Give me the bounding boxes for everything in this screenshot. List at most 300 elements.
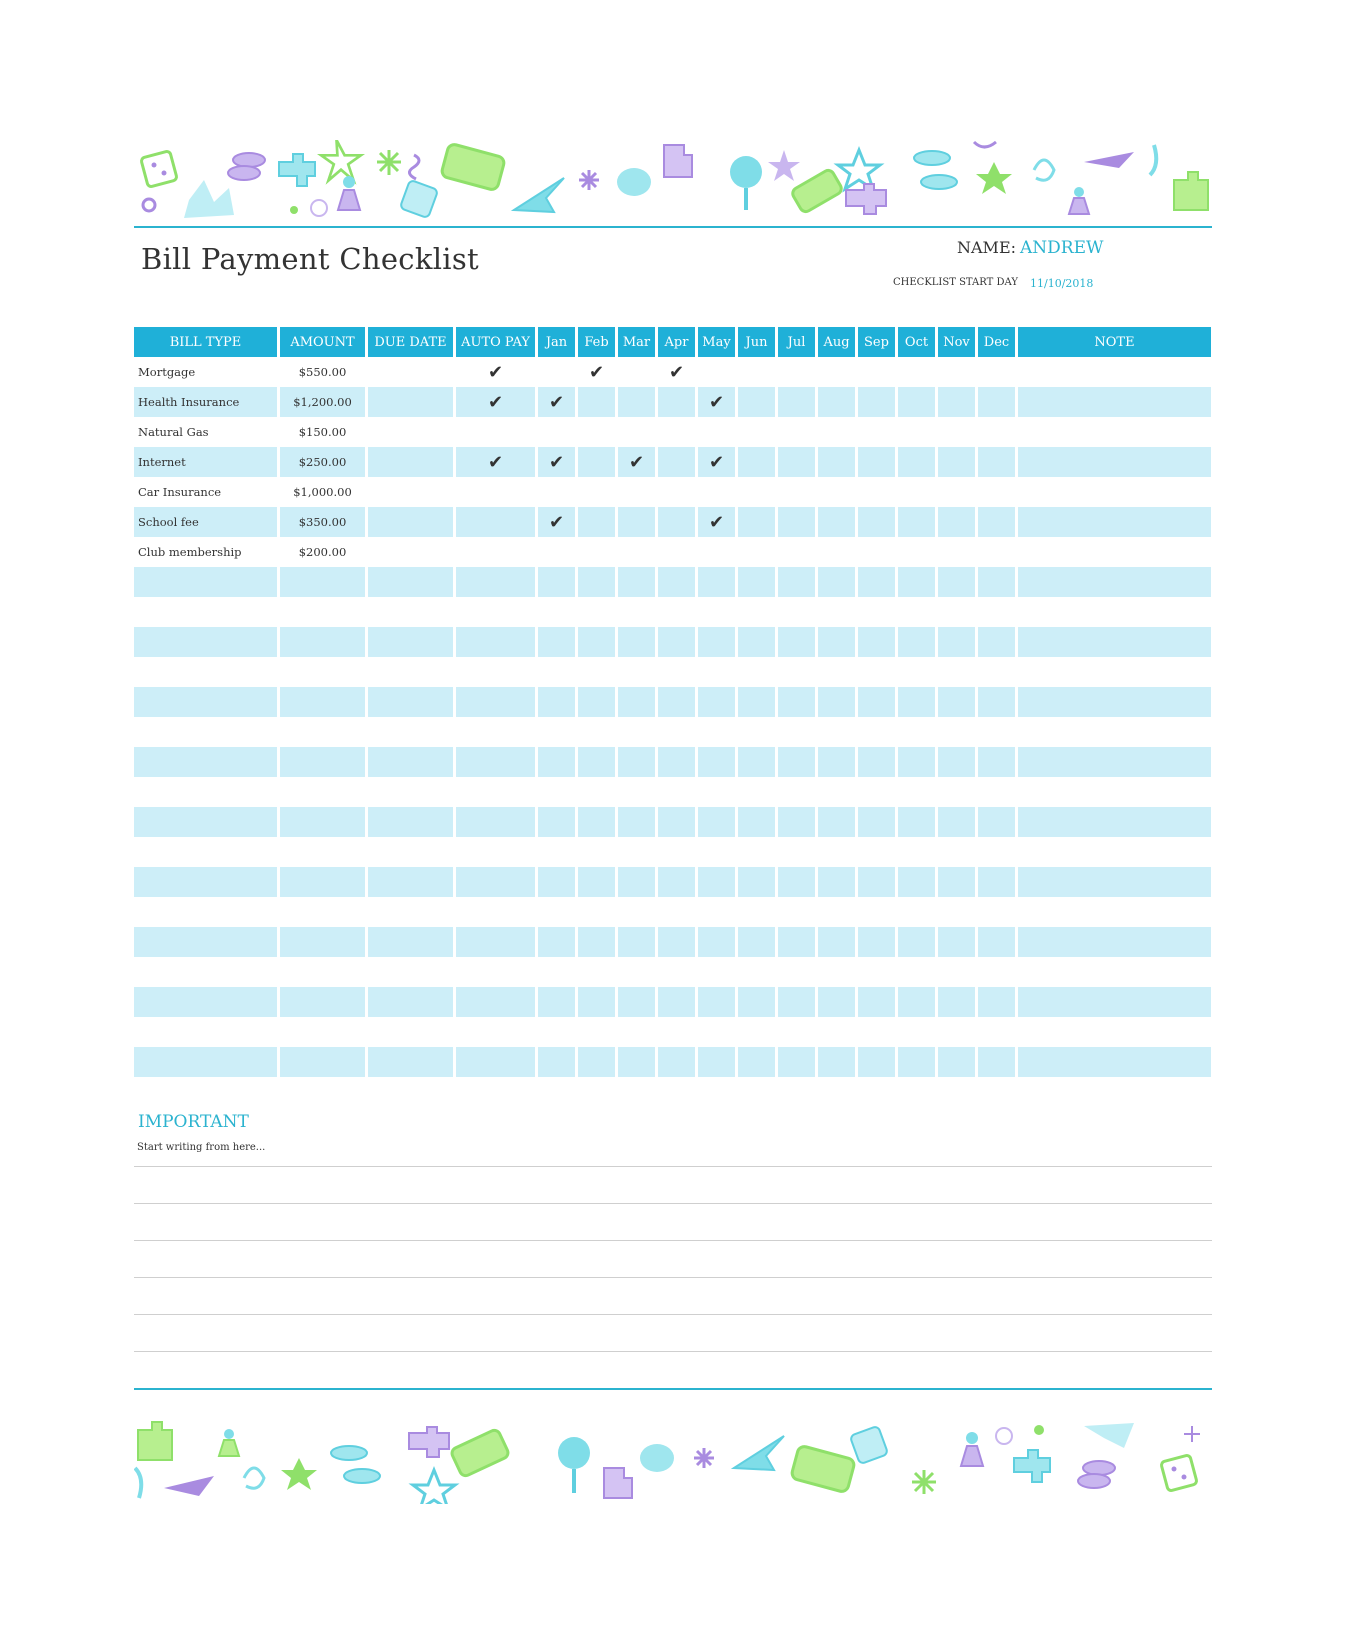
bill-type-cell[interactable] <box>134 597 277 627</box>
bill-type-cell[interactable]: Health Insurance <box>134 387 277 417</box>
check-cell-feb[interactable] <box>578 567 615 597</box>
due-date-cell[interactable] <box>368 1047 453 1077</box>
check-cell-aug[interactable] <box>818 657 855 687</box>
bill-type-cell[interactable] <box>134 567 277 597</box>
note-cell[interactable] <box>1018 1047 1211 1077</box>
check-cell-may[interactable] <box>698 1047 735 1077</box>
check-cell-sep[interactable] <box>858 477 895 507</box>
check-cell-sep[interactable] <box>858 807 895 837</box>
check-cell-mar[interactable] <box>618 597 655 627</box>
check-cell-apr[interactable] <box>658 747 695 777</box>
note-cell[interactable] <box>1018 477 1211 507</box>
check-cell-jul[interactable] <box>778 957 815 987</box>
check-cell-feb[interactable] <box>578 897 615 927</box>
check-cell-sep[interactable] <box>858 837 895 867</box>
check-cell-aug[interactable] <box>818 687 855 717</box>
check-cell-sep[interactable] <box>858 717 895 747</box>
check-cell-aug[interactable] <box>818 567 855 597</box>
check-cell-auto-pay[interactable] <box>456 477 535 507</box>
check-cell-dec[interactable] <box>978 987 1015 1017</box>
check-cell-nov[interactable] <box>938 417 975 447</box>
check-cell-auto-pay[interactable] <box>456 657 535 687</box>
check-cell-jun[interactable] <box>738 777 775 807</box>
check-cell-mar[interactable] <box>618 1017 655 1047</box>
check-cell-jun[interactable] <box>738 1047 775 1077</box>
check-cell-mar[interactable] <box>618 747 655 777</box>
check-cell-jan[interactable] <box>538 777 575 807</box>
check-cell-auto-pay[interactable] <box>456 777 535 807</box>
check-cell-aug[interactable] <box>818 507 855 537</box>
check-cell-auto-pay[interactable] <box>456 987 535 1017</box>
check-cell-auto-pay[interactable] <box>456 597 535 627</box>
check-cell-sep[interactable] <box>858 417 895 447</box>
check-cell-oct[interactable] <box>898 687 935 717</box>
check-cell-aug[interactable] <box>818 357 855 387</box>
check-cell-jul[interactable] <box>778 657 815 687</box>
check-cell-may[interactable] <box>698 987 735 1017</box>
check-cell-nov[interactable] <box>938 627 975 657</box>
check-cell-apr[interactable] <box>658 777 695 807</box>
check-cell-apr[interactable] <box>658 417 695 447</box>
check-cell-dec[interactable] <box>978 567 1015 597</box>
check-cell-jul[interactable] <box>778 507 815 537</box>
check-cell-sep[interactable] <box>858 357 895 387</box>
check-cell-jun[interactable] <box>738 897 775 927</box>
check-cell-oct[interactable] <box>898 357 935 387</box>
amount-cell[interactable]: $550.00 <box>280 357 365 387</box>
bill-type-cell[interactable]: Natural Gas <box>134 417 277 447</box>
check-cell-auto-pay[interactable] <box>456 537 535 567</box>
check-cell-auto-pay[interactable] <box>456 1047 535 1077</box>
check-cell-sep[interactable] <box>858 957 895 987</box>
check-cell-dec[interactable] <box>978 627 1015 657</box>
amount-cell[interactable] <box>280 867 365 897</box>
amount-cell[interactable] <box>280 597 365 627</box>
name-value[interactable]: ANDREW <box>1020 238 1104 258</box>
check-cell-feb[interactable] <box>578 477 615 507</box>
check-cell-apr[interactable] <box>658 387 695 417</box>
due-date-cell[interactable] <box>368 747 453 777</box>
check-cell-aug[interactable] <box>818 717 855 747</box>
due-date-cell[interactable] <box>368 417 453 447</box>
due-date-cell[interactable] <box>368 597 453 627</box>
check-cell-dec[interactable] <box>978 867 1015 897</box>
check-cell-nov[interactable] <box>938 867 975 897</box>
check-cell-nov[interactable] <box>938 537 975 567</box>
check-cell-oct[interactable] <box>898 807 935 837</box>
amount-cell[interactable] <box>280 1017 365 1047</box>
check-cell-apr[interactable] <box>658 567 695 597</box>
check-cell-feb[interactable] <box>578 1047 615 1077</box>
amount-cell[interactable]: $150.00 <box>280 417 365 447</box>
check-cell-dec[interactable] <box>978 477 1015 507</box>
check-cell-may[interactable] <box>698 477 735 507</box>
amount-cell[interactable] <box>280 717 365 747</box>
check-cell-feb[interactable] <box>578 987 615 1017</box>
check-cell-nov[interactable] <box>938 957 975 987</box>
due-date-cell[interactable] <box>368 687 453 717</box>
check-cell-oct[interactable] <box>898 777 935 807</box>
check-cell-jun[interactable] <box>738 1017 775 1047</box>
check-cell-feb[interactable] <box>578 627 615 657</box>
check-cell-auto-pay[interactable] <box>456 897 535 927</box>
check-cell-aug[interactable] <box>818 987 855 1017</box>
check-cell-aug[interactable] <box>818 897 855 927</box>
check-cell-auto-pay[interactable] <box>456 627 535 657</box>
note-cell[interactable] <box>1018 747 1211 777</box>
check-cell-nov[interactable] <box>938 357 975 387</box>
check-cell-feb[interactable] <box>578 387 615 417</box>
amount-cell[interactable] <box>280 957 365 987</box>
note-line[interactable] <box>134 1351 1212 1352</box>
check-cell-aug[interactable] <box>818 387 855 417</box>
check-cell-aug[interactable] <box>818 597 855 627</box>
check-cell-oct[interactable] <box>898 837 935 867</box>
check-cell-oct[interactable] <box>898 987 935 1017</box>
check-cell-oct[interactable] <box>898 717 935 747</box>
check-cell-mar[interactable] <box>618 867 655 897</box>
check-cell-dec[interactable] <box>978 777 1015 807</box>
check-cell-nov[interactable] <box>938 687 975 717</box>
bill-type-cell[interactable] <box>134 837 277 867</box>
check-cell-apr[interactable] <box>658 537 695 567</box>
note-cell[interactable] <box>1018 597 1211 627</box>
check-cell-jun[interactable] <box>738 927 775 957</box>
check-cell-nov[interactable] <box>938 987 975 1017</box>
check-cell-aug[interactable] <box>818 537 855 567</box>
check-cell-mar[interactable] <box>618 567 655 597</box>
check-cell-jun[interactable] <box>738 867 775 897</box>
amount-cell[interactable] <box>280 567 365 597</box>
due-date-cell[interactable] <box>368 897 453 927</box>
check-cell-aug[interactable] <box>818 807 855 837</box>
check-cell-auto-pay[interactable] <box>456 867 535 897</box>
check-cell-dec[interactable] <box>978 387 1015 417</box>
note-cell[interactable] <box>1018 837 1211 867</box>
check-cell-nov[interactable] <box>938 657 975 687</box>
check-cell-nov[interactable] <box>938 747 975 777</box>
due-date-cell[interactable] <box>368 987 453 1017</box>
check-cell-jul[interactable] <box>778 807 815 837</box>
check-cell-mar[interactable] <box>618 897 655 927</box>
check-cell-feb[interactable] <box>578 1017 615 1047</box>
check-cell-dec[interactable] <box>978 537 1015 567</box>
check-cell-may[interactable] <box>698 357 735 387</box>
check-cell-jul[interactable] <box>778 837 815 867</box>
check-cell-may[interactable] <box>698 777 735 807</box>
due-date-cell[interactable] <box>368 957 453 987</box>
check-cell-nov[interactable] <box>938 567 975 597</box>
check-cell-may[interactable] <box>698 597 735 627</box>
check-cell-jan[interactable] <box>538 567 575 597</box>
check-cell-jul[interactable] <box>778 387 815 417</box>
check-cell-feb[interactable] <box>578 747 615 777</box>
check-cell-may[interactable] <box>698 417 735 447</box>
check-cell-apr[interactable] <box>658 627 695 657</box>
bill-type-cell[interactable] <box>134 927 277 957</box>
check-cell-apr[interactable] <box>658 987 695 1017</box>
check-cell-oct[interactable] <box>898 567 935 597</box>
check-cell-feb[interactable] <box>578 837 615 867</box>
bill-type-cell[interactable] <box>134 807 277 837</box>
check-cell-jul[interactable] <box>778 417 815 447</box>
note-cell[interactable] <box>1018 447 1211 477</box>
check-cell-feb[interactable] <box>578 417 615 447</box>
check-cell-jul[interactable] <box>778 897 815 927</box>
note-line[interactable] <box>134 1314 1212 1315</box>
amount-cell[interactable] <box>280 627 365 657</box>
bill-type-cell[interactable] <box>134 717 277 747</box>
check-cell-auto-pay[interactable] <box>456 447 535 477</box>
check-cell-jan[interactable] <box>538 417 575 447</box>
note-cell[interactable] <box>1018 357 1211 387</box>
check-cell-feb[interactable] <box>578 447 615 477</box>
check-cell-feb[interactable] <box>578 537 615 567</box>
check-cell-nov[interactable] <box>938 507 975 537</box>
check-cell-auto-pay[interactable] <box>456 717 535 747</box>
due-date-cell[interactable] <box>368 867 453 897</box>
check-cell-may[interactable] <box>698 897 735 927</box>
note-line[interactable] <box>134 1277 1212 1278</box>
note-cell[interactable] <box>1018 987 1211 1017</box>
check-cell-nov[interactable] <box>938 1047 975 1077</box>
check-cell-oct[interactable] <box>898 597 935 627</box>
check-cell-oct[interactable] <box>898 747 935 777</box>
check-cell-jan[interactable] <box>538 597 575 627</box>
check-cell-jan[interactable] <box>538 507 575 537</box>
check-cell-sep[interactable] <box>858 987 895 1017</box>
bill-type-cell[interactable] <box>134 1047 277 1077</box>
check-cell-jan[interactable] <box>538 987 575 1017</box>
check-cell-nov[interactable] <box>938 777 975 807</box>
check-cell-mar[interactable] <box>618 717 655 747</box>
amount-cell[interactable]: $350.00 <box>280 507 365 537</box>
check-cell-jul[interactable] <box>778 1047 815 1077</box>
check-cell-may[interactable] <box>698 867 735 897</box>
check-cell-nov[interactable] <box>938 837 975 867</box>
check-cell-feb[interactable] <box>578 687 615 717</box>
check-cell-oct[interactable] <box>898 927 935 957</box>
check-cell-may[interactable] <box>698 927 735 957</box>
check-cell-oct[interactable] <box>898 447 935 477</box>
note-line[interactable] <box>134 1240 1212 1241</box>
bill-type-cell[interactable]: Mortgage <box>134 357 277 387</box>
check-cell-jul[interactable] <box>778 447 815 477</box>
due-date-cell[interactable] <box>368 807 453 837</box>
amount-cell[interactable] <box>280 777 365 807</box>
due-date-cell[interactable] <box>368 357 453 387</box>
check-cell-aug[interactable] <box>818 447 855 477</box>
check-cell-auto-pay[interactable] <box>456 1017 535 1047</box>
due-date-cell[interactable] <box>368 507 453 537</box>
check-cell-sep[interactable] <box>858 777 895 807</box>
due-date-cell[interactable] <box>368 927 453 957</box>
checklist-start-day-value[interactable]: 11/10/2018 <box>1030 277 1094 290</box>
check-cell-jul[interactable] <box>778 537 815 567</box>
check-cell-jan[interactable] <box>538 657 575 687</box>
bill-type-cell[interactable]: Internet <box>134 447 277 477</box>
check-cell-apr[interactable] <box>658 837 695 867</box>
check-cell-mar[interactable] <box>618 687 655 717</box>
check-cell-may[interactable] <box>698 807 735 837</box>
check-cell-auto-pay[interactable] <box>456 747 535 777</box>
due-date-cell[interactable] <box>368 627 453 657</box>
check-cell-aug[interactable] <box>818 867 855 897</box>
bill-type-cell[interactable] <box>134 897 277 927</box>
check-cell-auto-pay[interactable] <box>456 927 535 957</box>
check-cell-jun[interactable] <box>738 717 775 747</box>
check-cell-aug[interactable] <box>818 477 855 507</box>
check-cell-oct[interactable] <box>898 1017 935 1047</box>
check-cell-dec[interactable] <box>978 417 1015 447</box>
check-cell-mar[interactable] <box>618 387 655 417</box>
amount-cell[interactable] <box>280 897 365 927</box>
check-cell-apr[interactable] <box>658 477 695 507</box>
bill-type-cell[interactable] <box>134 867 277 897</box>
amount-cell[interactable] <box>280 687 365 717</box>
amount-cell[interactable]: $250.00 <box>280 447 365 477</box>
check-cell-sep[interactable] <box>858 627 895 657</box>
check-cell-dec[interactable] <box>978 447 1015 477</box>
check-cell-nov[interactable] <box>938 597 975 627</box>
due-date-cell[interactable] <box>368 777 453 807</box>
check-cell-jan[interactable] <box>538 1047 575 1077</box>
note-cell[interactable] <box>1018 567 1211 597</box>
check-cell-sep[interactable] <box>858 597 895 627</box>
note-cell[interactable] <box>1018 537 1211 567</box>
check-cell-apr[interactable] <box>658 867 695 897</box>
check-cell-dec[interactable] <box>978 687 1015 717</box>
check-cell-auto-pay[interactable] <box>456 837 535 867</box>
check-cell-dec[interactable] <box>978 957 1015 987</box>
note-cell[interactable] <box>1018 957 1211 987</box>
check-cell-sep[interactable] <box>858 1017 895 1047</box>
check-cell-jul[interactable] <box>778 687 815 717</box>
check-cell-auto-pay[interactable] <box>456 957 535 987</box>
check-cell-aug[interactable] <box>818 957 855 987</box>
check-cell-jun[interactable] <box>738 627 775 657</box>
check-cell-jul[interactable] <box>778 357 815 387</box>
check-cell-jul[interactable] <box>778 717 815 747</box>
check-cell-apr[interactable] <box>658 507 695 537</box>
check-cell-apr[interactable] <box>658 1017 695 1047</box>
check-cell-jan[interactable] <box>538 867 575 897</box>
bill-type-cell[interactable] <box>134 657 277 687</box>
check-cell-sep[interactable] <box>858 507 895 537</box>
check-cell-jun[interactable] <box>738 807 775 837</box>
check-cell-may[interactable] <box>698 507 735 537</box>
check-cell-dec[interactable] <box>978 357 1015 387</box>
check-cell-may[interactable] <box>698 447 735 477</box>
check-cell-aug[interactable] <box>818 1017 855 1047</box>
note-cell[interactable] <box>1018 387 1211 417</box>
bill-type-cell[interactable] <box>134 1017 277 1047</box>
due-date-cell[interactable] <box>368 657 453 687</box>
check-cell-apr[interactable] <box>658 897 695 927</box>
check-cell-mar[interactable] <box>618 417 655 447</box>
due-date-cell[interactable] <box>368 567 453 597</box>
check-cell-jan[interactable] <box>538 447 575 477</box>
check-cell-jul[interactable] <box>778 867 815 897</box>
check-cell-may[interactable] <box>698 957 735 987</box>
check-cell-aug[interactable] <box>818 1047 855 1077</box>
check-cell-jun[interactable] <box>738 657 775 687</box>
check-cell-jul[interactable] <box>778 1017 815 1047</box>
check-cell-dec[interactable] <box>978 837 1015 867</box>
check-cell-may[interactable] <box>698 747 735 777</box>
check-cell-sep[interactable] <box>858 867 895 897</box>
check-cell-mar[interactable] <box>618 807 655 837</box>
check-cell-dec[interactable] <box>978 1017 1015 1047</box>
check-cell-jan[interactable] <box>538 627 575 657</box>
bill-type-cell[interactable] <box>134 747 277 777</box>
check-cell-apr[interactable] <box>658 927 695 957</box>
check-cell-nov[interactable] <box>938 477 975 507</box>
check-cell-apr[interactable] <box>658 597 695 627</box>
bill-type-cell[interactable] <box>134 627 277 657</box>
check-cell-auto-pay[interactable] <box>456 507 535 537</box>
check-cell-jun[interactable] <box>738 507 775 537</box>
check-cell-jun[interactable] <box>738 387 775 417</box>
check-cell-oct[interactable] <box>898 957 935 987</box>
check-cell-mar[interactable] <box>618 987 655 1017</box>
due-date-cell[interactable] <box>368 537 453 567</box>
check-cell-nov[interactable] <box>938 927 975 957</box>
check-cell-nov[interactable] <box>938 1017 975 1047</box>
bill-type-cell[interactable] <box>134 957 277 987</box>
amount-cell[interactable] <box>280 927 365 957</box>
check-cell-may[interactable] <box>698 387 735 417</box>
check-cell-jun[interactable] <box>738 747 775 777</box>
check-cell-auto-pay[interactable] <box>456 417 535 447</box>
check-cell-may[interactable] <box>698 627 735 657</box>
check-cell-nov[interactable] <box>938 717 975 747</box>
amount-cell[interactable] <box>280 747 365 777</box>
check-cell-sep[interactable] <box>858 387 895 417</box>
check-cell-jul[interactable] <box>778 477 815 507</box>
check-cell-jan[interactable] <box>538 387 575 417</box>
check-cell-jun[interactable] <box>738 597 775 627</box>
check-cell-oct[interactable] <box>898 477 935 507</box>
amount-cell[interactable]: $1,200.00 <box>280 387 365 417</box>
check-cell-mar[interactable] <box>618 927 655 957</box>
check-cell-jun[interactable] <box>738 357 775 387</box>
check-cell-may[interactable] <box>698 657 735 687</box>
note-cell[interactable] <box>1018 657 1211 687</box>
check-cell-auto-pay[interactable] <box>456 687 535 717</box>
check-cell-apr[interactable] <box>658 687 695 717</box>
check-cell-sep[interactable] <box>858 567 895 597</box>
check-cell-feb[interactable] <box>578 957 615 987</box>
check-cell-apr[interactable] <box>658 807 695 837</box>
check-cell-jul[interactable] <box>778 777 815 807</box>
check-cell-jul[interactable] <box>778 627 815 657</box>
check-cell-jan[interactable] <box>538 897 575 927</box>
note-cell[interactable] <box>1018 777 1211 807</box>
check-cell-apr[interactable] <box>658 717 695 747</box>
check-cell-jun[interactable] <box>738 687 775 717</box>
check-cell-mar[interactable] <box>618 837 655 867</box>
check-cell-mar[interactable] <box>618 1047 655 1077</box>
note-cell[interactable] <box>1018 717 1211 747</box>
check-cell-feb[interactable] <box>578 777 615 807</box>
check-cell-dec[interactable] <box>978 507 1015 537</box>
check-cell-nov[interactable] <box>938 807 975 837</box>
check-cell-jun[interactable] <box>738 537 775 567</box>
check-cell-oct[interactable] <box>898 387 935 417</box>
due-date-cell[interactable] <box>368 837 453 867</box>
note-line[interactable] <box>134 1203 1212 1204</box>
